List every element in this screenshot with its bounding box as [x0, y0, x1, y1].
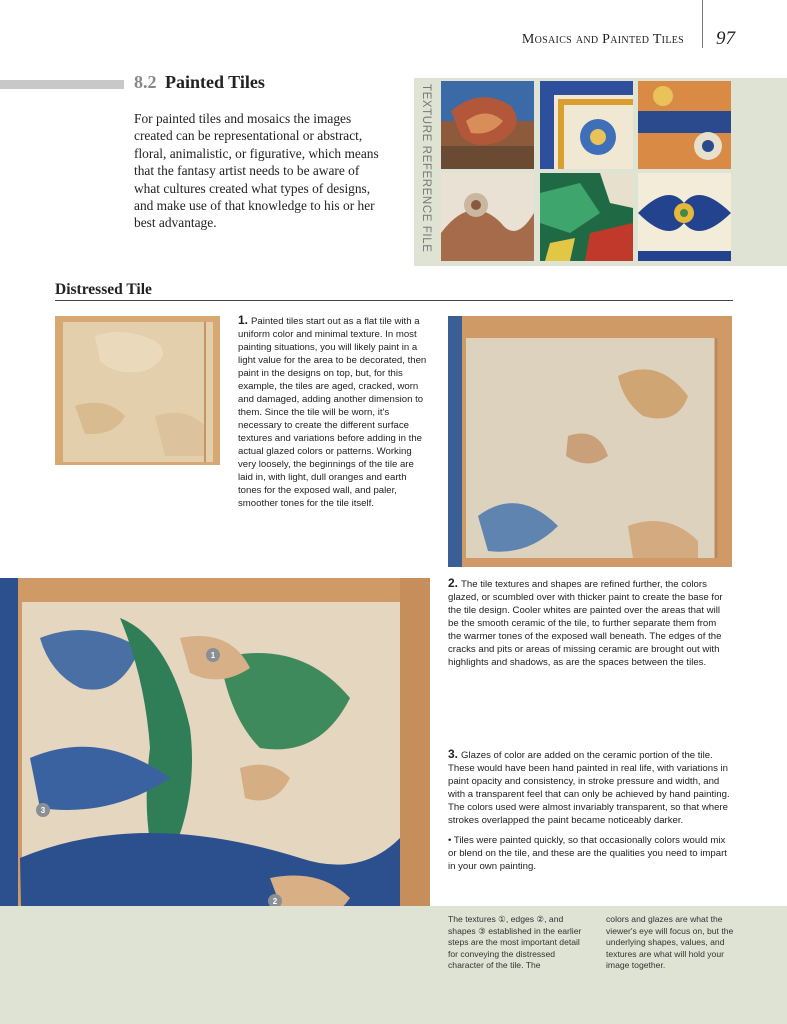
running-head: Mosaics and Painted Tiles [521, 32, 684, 47]
step-1-text: 1. Painted tiles start out as a flat tile with a uniform color and minimal texture. In most painting situations, you will likely paint in a light value for the area to be decorated, then paint in the designs on top, but, for this example, the tiles are aged, cracked, worn and damaged, adding another dimension to them. Since the tile will be worn, it's necessary to create the different surface textures and variations before adding in the actual glazed colors or patterns. Working very loosely, the beginnings of the tile are laid in, with light, dull oranges and earth tones for the exposed wall, and paler, smoother tones for the tile itself. [238, 313, 427, 509]
texture-thumb-green-mosaic [540, 173, 633, 261]
texture-thumb-blue-yellow-tile [638, 173, 731, 261]
texture-thumb-pebble-mosaic [441, 173, 534, 261]
step-1-image [55, 316, 220, 465]
step-2-image [448, 316, 732, 567]
section-number: 8.2 [134, 72, 157, 92]
step-2-text: 2. The tile textures and shapes are refined further, the colors glazed, or scumbled over with thicker paint to create the base for the tile design. Cooler whites are painted over the areas that will be the smooth ceramic of the tile, to further separate them from the warmer tones of the exposed wall beneath. The edges of the cracks and pits or areas of missing ceramic are brought out with highlights and shadows, as are the spaces between the tiles. [448, 576, 723, 668]
caption-right: colors and glazes are what the viewer's eye will focus on, but the underlying shapes, values, and textures are what will hold your image together. [606, 914, 734, 971]
section-bar [0, 80, 124, 89]
step-3-text: 3. Glazes of color are added on the ceramic portion of the tile. These would have been hand painted in real life, with variations in paint opacity and consistency, in stroke pressure and width, and with a transparent feel that can only be achieved by hand painting. The colors used were almost invariably transparent, so that where strokes overlapped the paint became noticeably darker. [448, 747, 730, 826]
tip-text: • Tiles were painted quickly, so that occasionally colors would mix or blend on the tile, and these are the qualities you need to impart in your own painting. [448, 835, 727, 872]
callout-1: 1 [210, 651, 216, 660]
header-divider [702, 0, 703, 48]
texture-thumb-mosaic-dragon [441, 81, 534, 169]
intro-paragraph: For painted tiles and mosaics the images created can be representational or abstract, floral, animalistic, or figurative, which means that the fantasy artist needs to be aware of what cultures created what types of designs, and make use of that knowledge to his or her best advantage. [134, 111, 379, 231]
page-number: 97 [716, 28, 735, 49]
texture-thumb-blue-border-tile [540, 81, 633, 169]
callout-2: 2 [272, 897, 278, 906]
texture-reference-label: TEXTURE REFERENCE FILE [420, 84, 432, 253]
subsection-heading: Distressed Tile [55, 281, 152, 298]
callout-3: 3 [40, 806, 46, 815]
section-heading [134, 72, 265, 93]
caption-left: The textures ①, edges ②, and shapes ③ established in the earlier steps are the most important detail for conveying the distressed character of the tile. The [448, 914, 582, 971]
section-title: Painted Tiles [165, 72, 265, 92]
subsection-rule [55, 300, 733, 301]
texture-thumb-orange-blue-tile [638, 81, 731, 169]
